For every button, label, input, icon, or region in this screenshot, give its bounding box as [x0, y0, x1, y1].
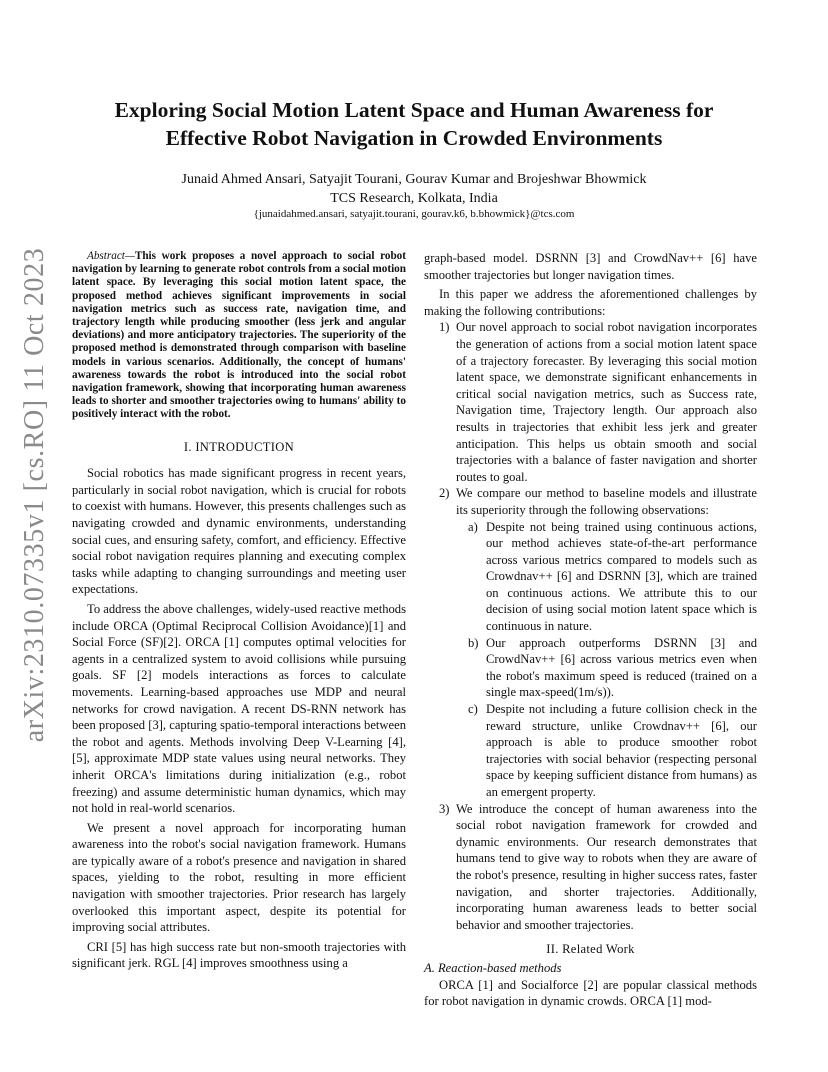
contribution-text: We compare our method to baseline models and illustrate its superiority through the following observations: — [456, 486, 757, 517]
paper-title — [80, 96, 748, 152]
intro-paragraph-4: CRI [5] has high success rate but non-smooth trajectories with significant jerk. RGL [4] improves smoothness using a — [72, 939, 406, 971]
observation-text: Despite not being trained using continuous actions, our method achieves state-of-the-art performance across various metrics compared to models such as Crowdnav++ [6] and DSRNN [3], which are trained on continuous actions. We attribute this to our decision of using social motion latent space which is continuous in nature. — [486, 519, 757, 634]
observation-text: Despite not including a future collision check in the reward structure, unlike Crowdnav++ [6], our approach is able to produce smoother robot trajectories with social behavior (respecting personal space by keeping sufficient distance from humans) as an emergent property. — [486, 702, 757, 799]
arxiv-id: arXiv:2310.07335v1 [cs.RO] 11 Oct 2023 — [19, 247, 50, 743]
abstract — [72, 250, 406, 422]
abstract-lead: Abstract— — [87, 250, 135, 262]
abstract-text: This work proposes a novel approach to social robot navigation by learning to generate robot controls from a social motion latent space. By leveraging this social motion latent space, the proposed method achieves significant improvements in social navigation metrics such as success rate, navigation time, and trajectory length while producing smoother (less jerk and angular deviations) and more anticipatory trajectories. The superiority of the proposed method is demonstrated through comparison with baseline models in various scenarios. Additionally, the concept of humans' awareness towards the robot is introduced into the social robot navigation framework, showing that incorporating human awareness leads to shorter and smoother trajectories owing to humans' ability to positively interact with the robot. — [72, 250, 406, 421]
contribution-list — [424, 319, 757, 933]
contribution-text: Our novel approach to social robot navigation incorporates the generation of actions from a social motion latent space of a trajectory forecaster. By leveraging this social motion latent space, we demonstrate significant enhancements in critical social navigation metrics, such as Success rate, Navigation time, Trajectory length. Our approach also results in trajectories that exhibit less jerk and greater anticipation. This helps us obtain smooth and social trajectories with a balance of faster navigation and shorter routes to goal. — [456, 320, 757, 484]
observation-letter: a) — [468, 519, 478, 534]
observation-text: Our approach outperforms DSRNN [3] and CrowdNav++ [6] across various metrics even when the robot's maximum speed is reduced (trained on a single max-speed(1m/s)). — [486, 635, 757, 700]
title-line-2: Effective Robot Navigation in Crowded Environments — [165, 126, 663, 150]
author-affiliation: TCS Research, Kolkata, India — [330, 191, 498, 206]
right-column — [424, 250, 757, 1010]
contribution-item — [424, 801, 757, 934]
arxiv-sidebar-stamp — [10, 247, 60, 743]
section-heading-related-work: II. Related Work — [546, 942, 635, 957]
related-paragraph-1: ORCA [1] and Socialforce [2] are popular classical methods for robot navigation in dynamic crowds. ORCA [1] mod- — [424, 977, 757, 1009]
observation-letter: b) — [468, 635, 479, 650]
subsection-heading-reaction-based: A. Reaction-based methods — [424, 960, 562, 975]
intro-paragraph-3: We present a novel approach for incorporating human awareness into the robot's social navigation framework. Humans are typically aware of a robot's presence and navigation in shared spaces, yielding to the robot, resulting in more efficient navigation with smoother trajectories. Prior research has largely overlooked this important aspect, despite its potential for improving social attributes. — [72, 820, 406, 935]
author-emails: {junaidahmed.ansari, satyajit.tourani, gourav.k6, b.bhowmick}@tcs.com — [253, 208, 575, 220]
intro-paragraph-2: To address the above challenges, widely-used reactive methods include ORCA (Optimal Reciprocal Collision Avoidance)[1] and Social Force (SF)[2]. ORCA [1] computes optimal velocities for agents in a centralized system to avoid collisions while pursuing goals. SF [2] models interactions as forces to calculate movements. Learning-based approaches use MDP and neural networks for crowd navigation. A recent DS-RNN network has been proposed [3], capturing spatio-temporal interactions between the robot and agents. Methods involving Deep V-Learning [4], [5], approximate MDP state values using neural networks. They inherit ORCA's limitations during initialization (e.g., robot freezing) and assume deterministic human dynamics, which may not hold in real-world scenarios. — [72, 601, 406, 816]
observation-item — [456, 519, 757, 635]
intro-paragraph-4-continued: graph-based model. DSRNN [3] and CrowdNav++ [6] have smoother trajectories but longer navigation times. — [424, 251, 757, 282]
author-block — [80, 170, 748, 208]
contribution-text: We introduce the concept of human awareness into the social robot navigation framework for crowded and dynamic environments. Our research demonstrates that humans tend to give way to robots when they are aware of the robot's presence, resulting in higher success rates, faster navigation, and shorter trajectories. Additionally, incorporating human awareness leads to better social behavior and smoother trajectories. — [456, 801, 757, 932]
observation-item — [456, 635, 757, 701]
title-line-1: Exploring Social Motion Latent Space and Human Awareness for — [114, 98, 714, 122]
contribution-item — [424, 485, 757, 800]
observation-list — [456, 519, 757, 801]
left-column — [72, 250, 406, 972]
intro-paragraph-1: Social robotics has made significant progress in recent years, particularly in social robot navigation, which is crucial for robots to coexist with humans. However, this presents challenges such as navigating crowded and dynamic environments, understanding social cues, and ensuring safety, comfort, and efficiency. Effective social robot navigation requires planning and executing complex tasks while adapting to changing surroundings and meeting user expectations. — [72, 466, 406, 597]
author-names: Junaid Ahmed Ansari, Satyajit Tourani, Gourav Kumar and Brojeshwar Bhowmick — [181, 172, 647, 187]
intro-paragraph-5: In this paper we address the aforementioned challenges by making the following contributions: — [424, 287, 757, 318]
section-heading-introduction: I. INTRODUCTION — [183, 439, 295, 454]
contribution-number: 2) — [439, 486, 450, 501]
contribution-item — [424, 319, 757, 485]
contribution-number: 3) — [439, 801, 450, 816]
observation-item — [456, 701, 757, 801]
observation-letter: c) — [468, 702, 478, 717]
contribution-number: 1) — [439, 320, 450, 335]
